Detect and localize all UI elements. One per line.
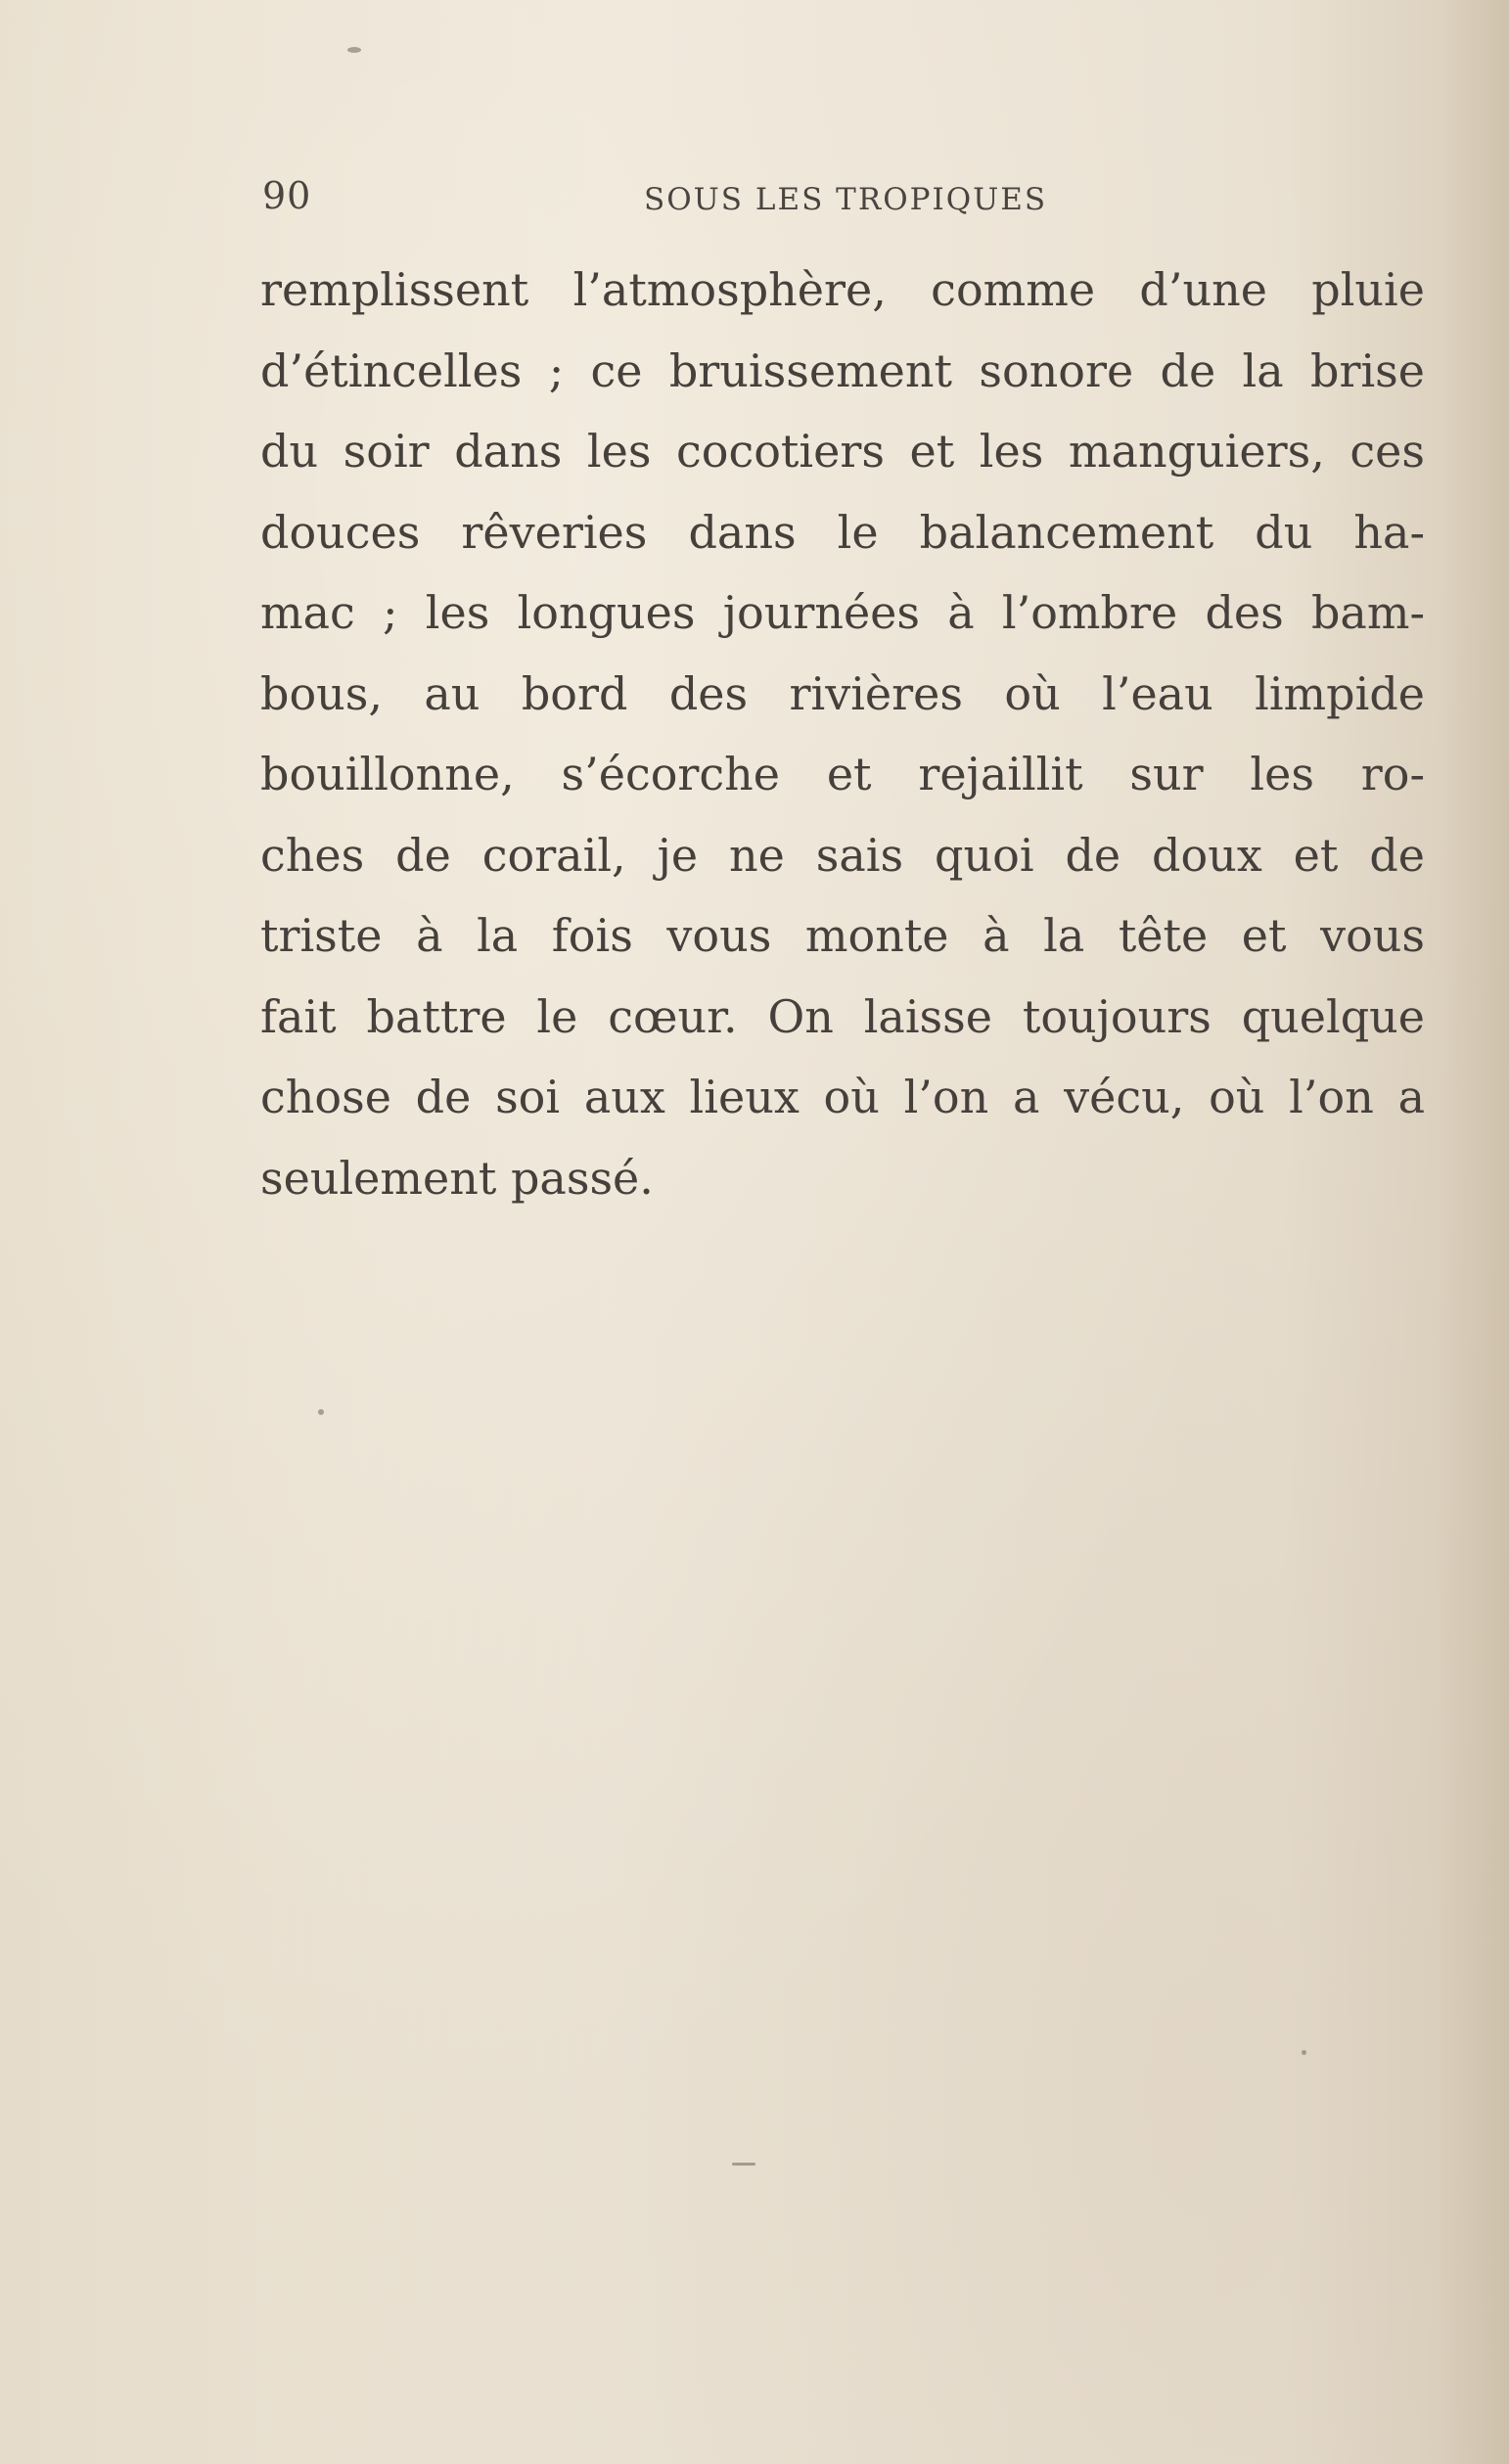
text-line: seulement passé. (260, 1151, 654, 1205)
running-head (262, 174, 1251, 223)
text-line: mac ; les longues journées à l’ombre des bam- (260, 586, 1425, 639)
text-line: ches de corail, je ne sais quoi de doux et de (260, 828, 1425, 882)
body-paragraph (260, 250, 1425, 1218)
text-line: douces rêveries dans le balancement du ha- (260, 505, 1425, 559)
text-line: triste à la fois vous monte à la tête et vous (260, 909, 1425, 962)
text-line: d’étincelles ; ce bruissement sonore de la brise (260, 343, 1425, 397)
text-line: bous, au bord des rivières où l’eau limpide (260, 666, 1425, 720)
page-number: 90 (262, 174, 312, 217)
paper-speck (1302, 2050, 1306, 2055)
paper-speck (732, 2163, 755, 2166)
text-line: du soir dans les cocotiers et les manguiers, ces (260, 425, 1425, 478)
paper-speck (347, 47, 361, 53)
text-line: bouillonne, s’écorche et rejaillit sur les ro- (260, 748, 1425, 800)
running-title: SOUS LES TROPIQUES (644, 182, 1048, 217)
page-edge-shadow (1440, 0, 1509, 2464)
text-line: remplissent l’atmosphère, comme d’une pluie (260, 263, 1425, 316)
text-line: chose de soi aux lieux où l’on a vécu, où l’on a (260, 1071, 1425, 1123)
text-line: fait battre le cœur. On laisse toujours quelque (260, 989, 1425, 1043)
paper-speck (318, 1409, 324, 1415)
